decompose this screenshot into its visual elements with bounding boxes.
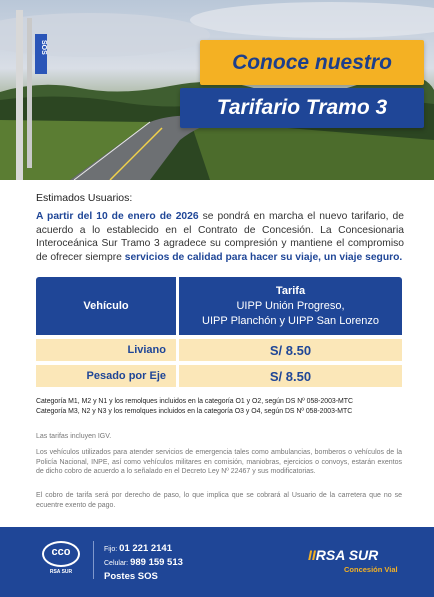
intro-service-highlight: servicios de calidad para hacer su viaje, un viaje seguro. [124,251,403,263]
row-vehicle: Pesado por Eje [36,365,176,387]
row-tariff: S/ 8.50 [179,339,402,361]
hero-image [0,0,434,180]
header-tariff-line2: UIPP Unión Progreso, [236,299,345,312]
mobile-number: 989 159 513 [130,557,183,568]
rsa-subtitle: Concesión Vial [344,565,398,574]
phone-number: 01 221 2141 [119,543,173,554]
tariff-table-header [36,277,402,335]
intro-date-highlight: A partir del 10 de enero de 2026 [36,211,199,222]
category-line-2: Categoría M3, N2 y N3 y los remolques incluidos en la categoría O3 y O4, según DS Nº 058-2003-MTC [36,407,353,415]
logo-text: cco [51,546,71,558]
table-row [36,339,402,361]
sos-posts: Postes SOS [104,571,158,582]
phone-label: Fijo: [104,546,120,553]
sos-sign-text: SOS [40,40,47,55]
header-tariff-line3: UIPP Planchón y UIPP San Lorenzo [202,314,379,327]
logo-subtext: RSA SUR [49,569,73,575]
rsa-brand: RSA SUR [315,547,379,563]
intro-text: se pondrá en marcha el nuevo tarifario, de acuerdo a lo establecido en el Contrato de Concesión. La Concesionaria Interoceánica Sur Tramo 3 agradece su compresión y mantiene el compromiso de ofrecer siempre [36,211,404,263]
note-charge: El cobro de tarifa será por derecho de paso, lo que implica que se cobrará al Usuario de la carretera que no se ecuentre exento de pago. [36,492,402,509]
category-notes [36,397,406,416]
table-row [36,365,402,387]
header-tariff-title: Tarifa [275,284,306,297]
header-tariff [179,277,402,335]
note-exempt: Los vehículos utilizados para atender servicios de emergencia tales como ambulancias, bomberos o vehículos de la Policía Nacional, INPE, así como vehículos militares en comisión, maniobras, ejercicios o convoys, estarán exentos de dicho cobro de acuerdo a lo señalado en el Decreto Ley Nº 22467 y sus modificatorias. [36,449,402,475]
banner-title-line2: Tarifario Tramo 3 [180,88,424,128]
banner-title-line1: Conoce nuestro [200,40,424,85]
tariff-table [36,277,402,387]
note-igv: Las tarifas incluyen IGV. [36,433,112,440]
rsa-bars-icon: II [308,547,316,563]
header-vehicle: Vehículo [36,277,176,335]
row-vehicle: Liviano [36,339,176,361]
contact-info [104,542,183,583]
mobile-label: Celular: [104,560,131,567]
rsa-sur-logo [308,547,378,563]
cco-logo [36,541,86,577]
footer [0,527,434,597]
intro-paragraph [36,210,404,264]
category-line-1: Categoría M1, M2 y N1 y los remolques incluidos en la categoría O1 y O2, según DS Nº 058-2003-MTC [36,398,353,405]
footer-divider [93,541,94,579]
row-tariff: S/ 8.50 [179,365,402,387]
greeting: Estimados Usuarios: [36,192,133,204]
